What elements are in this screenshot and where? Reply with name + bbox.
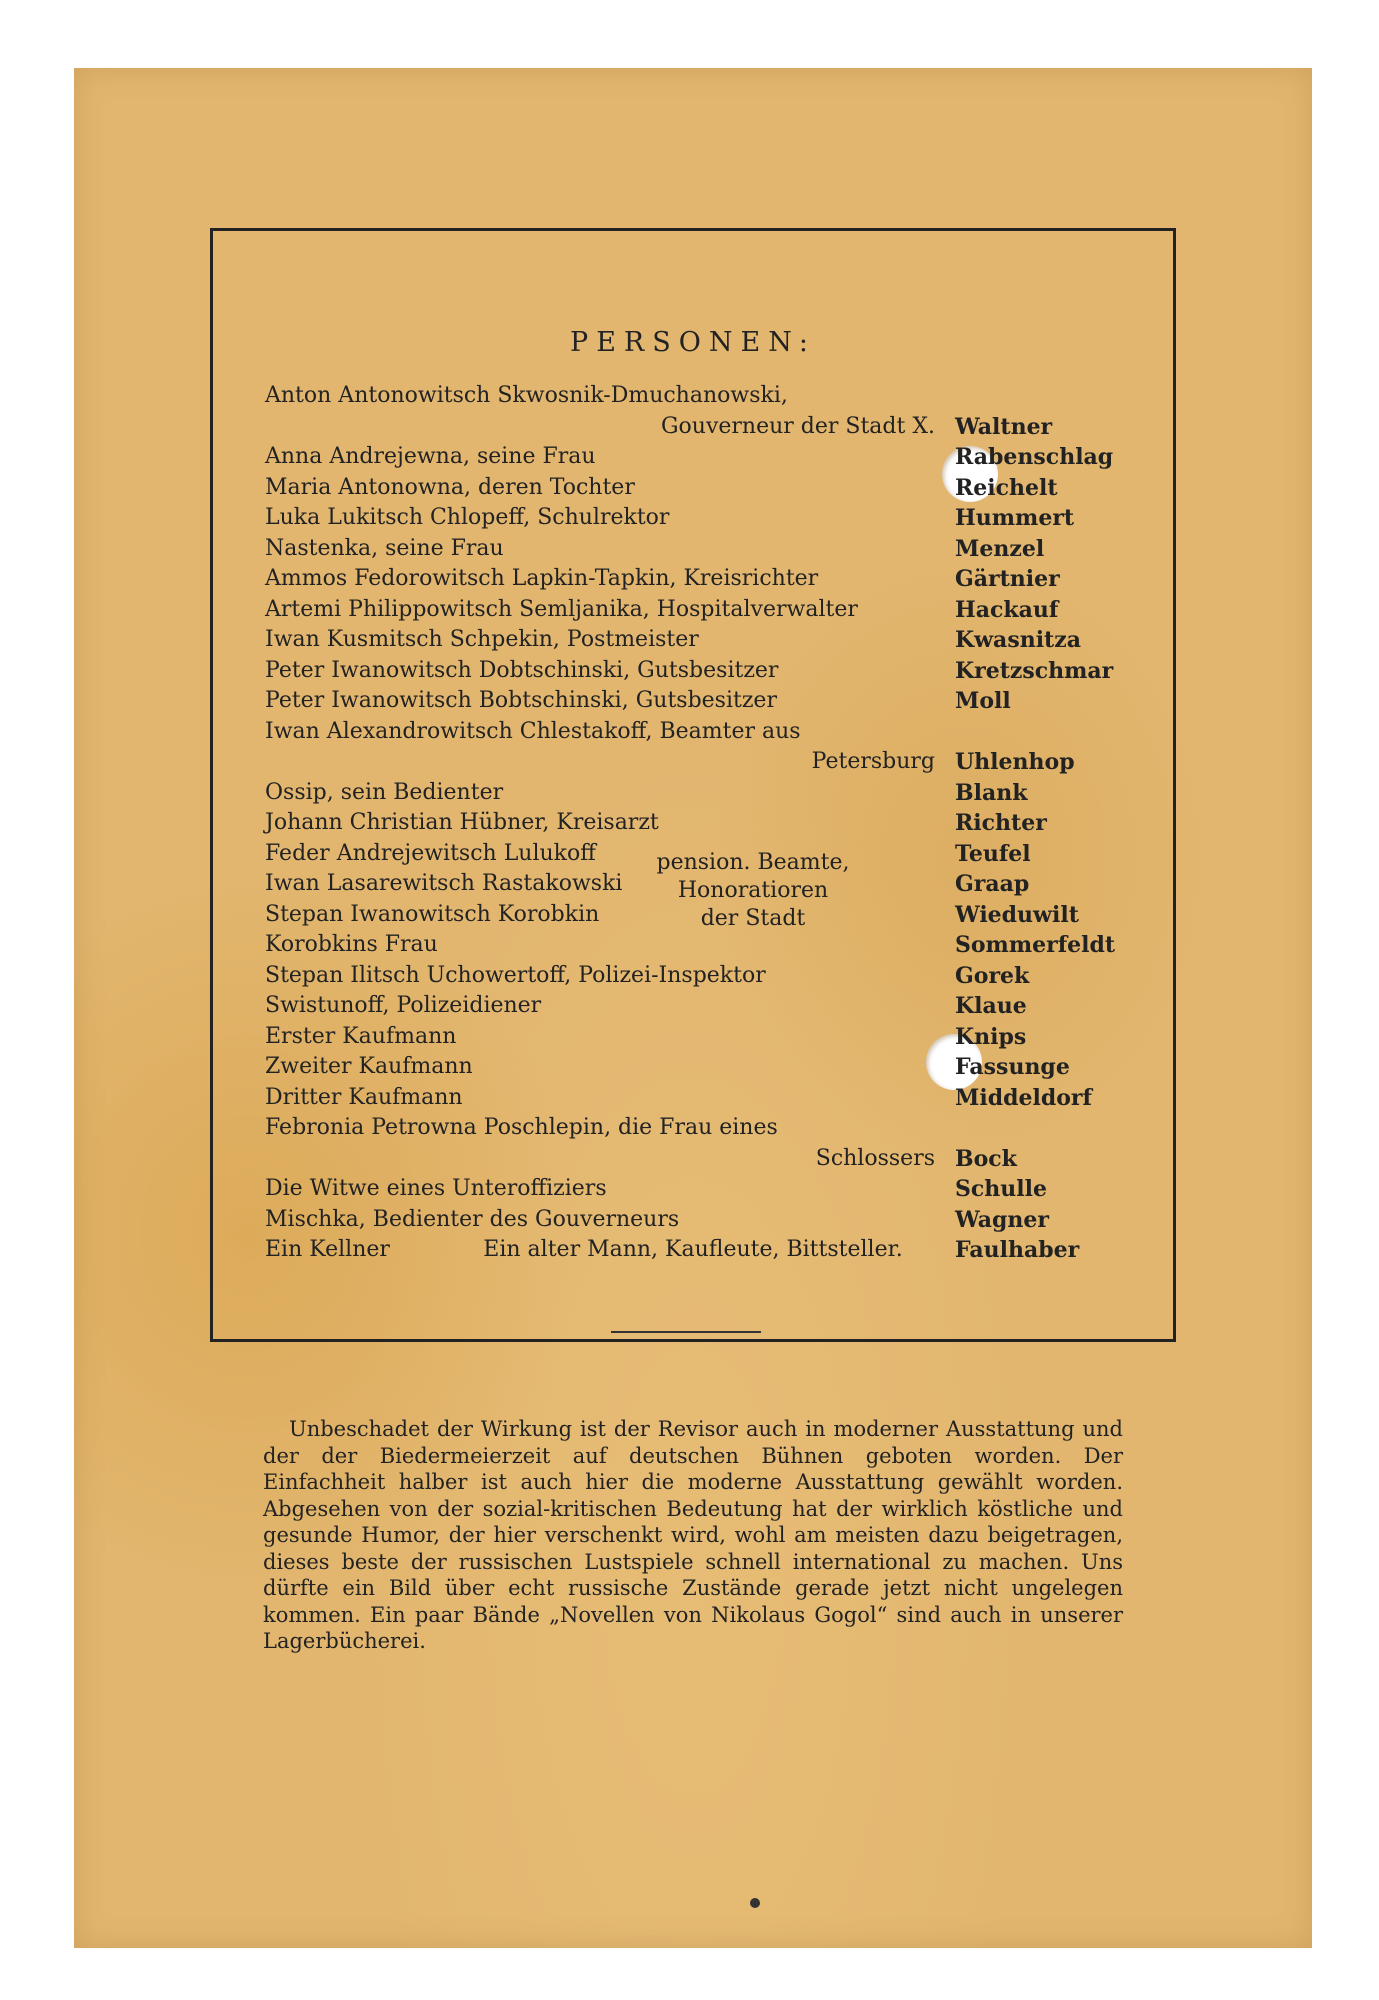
cast-row	[265, 686, 1115, 717]
actor-name: Waltner	[955, 413, 1053, 440]
actor-name: Hummert	[955, 505, 1075, 531]
cast-row	[265, 1022, 1115, 1053]
actor-name: Bock	[955, 1145, 1017, 1172]
extras-line: Ein alter Mann, Kaufleute, Bittsteller.	[483, 1237, 903, 1262]
cast-row	[265, 503, 1115, 534]
cast-row	[265, 930, 1115, 961]
cast-row	[265, 1052, 1115, 1083]
role-name: Zweiter Kaufmann	[265, 1054, 473, 1079]
cast-row	[265, 381, 1115, 442]
role-name-continued: Schlossers	[815, 1145, 935, 1171]
role-name: Anna Andrejewna, seine Frau	[265, 444, 596, 469]
cast-row	[265, 778, 1115, 809]
cast-row	[265, 1113, 1115, 1174]
actor-name: Hackauf	[955, 596, 1059, 623]
cast-list	[265, 381, 1115, 1266]
cast-row	[265, 656, 1115, 687]
ink-dot	[750, 1898, 760, 1908]
cast-row	[265, 1174, 1115, 1205]
role-name: Maria Antonowna, deren Tochter	[265, 474, 635, 500]
group-note-line: der Stadt	[700, 906, 806, 931]
actor-name: Moll	[955, 688, 1011, 714]
cast-row	[265, 564, 1115, 595]
actor-name: Schulle	[955, 1176, 1047, 1202]
page-title: PERSONEN:	[570, 327, 816, 358]
role-name-continued: Gouverneur der Stadt X.	[660, 413, 935, 439]
role-name: Febronia Petrowna Poschlepin, die Frau eines	[265, 1115, 778, 1140]
actor-name: Menzel	[955, 535, 1045, 562]
actor-name: Gärtnier	[955, 566, 1060, 592]
bordered-frame	[210, 228, 1176, 1653]
actor-name: Knips	[955, 1023, 1027, 1050]
role-name: Luka Lukitsch Chlopeff, Schulrektor	[265, 505, 670, 530]
cast-row	[265, 991, 1115, 1022]
role-name: Nastenka, seine Frau	[265, 535, 504, 561]
actor-name: Middeldorf	[955, 1084, 1092, 1111]
cast-row	[265, 808, 1115, 839]
actor-name: Klaue	[955, 993, 1027, 1019]
cast-row	[265, 717, 1115, 778]
actor-name: Blank	[955, 779, 1028, 806]
actor-name: Richter	[955, 810, 1047, 836]
role-name: Iwan Lasarewitsch Rastakowski	[265, 871, 623, 896]
actor-name: Uhlenhop	[955, 749, 1075, 775]
role-name-continued: Petersburg	[811, 749, 935, 774]
role-name: Peter Iwanowitsch Dobtschinski, Gutsbesitzer	[265, 657, 779, 683]
cast-row	[265, 442, 1115, 473]
actor-name: Teufel	[955, 840, 1031, 867]
cast-row	[265, 625, 1115, 656]
role-name: Peter Iwanowitsch Bobtschinski, Gutsbesitzer	[265, 688, 777, 713]
cast-row	[265, 961, 1115, 992]
cast-row	[265, 1083, 1115, 1114]
role-name: Iwan Alexandrowitsch Chlestakoff, Beamter aus	[265, 718, 801, 744]
actor-name: Fassunge	[955, 1054, 1070, 1080]
group-note-line: pension. Beamte,	[656, 850, 850, 875]
role-name: Mischka, Bedienter des Gouverneurs	[265, 1206, 680, 1232]
role-name: Die Witwe eines Unteroffiziers	[265, 1176, 607, 1201]
actor-name: Kwasnitza	[955, 627, 1081, 653]
actor-name: Sommerfeldt	[955, 932, 1116, 958]
divider	[611, 1331, 761, 1333]
group-note	[643, 849, 863, 933]
role-name: Dritter Kaufmann	[265, 1084, 463, 1110]
role-name: Feder Andrejewitsch Lulukoff	[265, 840, 596, 866]
actor-name: Faulhaber	[955, 1237, 1080, 1263]
cast-row	[265, 473, 1115, 504]
cast-row	[265, 595, 1115, 626]
actor-name: Gorek	[955, 962, 1030, 989]
actor-name: Wagner	[955, 1206, 1050, 1233]
role-name: Iwan Kusmitsch Schpekin, Postmeister	[265, 627, 699, 652]
role-name: Stepan Ilitsch Uchowertoff, Polizei-Inspektor	[265, 962, 766, 988]
role-name: Anton Antonowitsch Skwosnik-Dmuchanowski,	[265, 383, 788, 408]
actor-name: Kretzschmar	[955, 657, 1114, 684]
role-name: Johann Christian Hübner, Kreisarzt	[265, 810, 659, 835]
actor-name: Graap	[955, 871, 1030, 897]
actor-name: Wieduwilt	[955, 901, 1079, 928]
cast-row	[265, 1205, 1115, 1236]
actor-name: Reichelt	[955, 474, 1058, 501]
role-name: Stepan Iwanowitsch Korobkin	[265, 901, 600, 927]
role-name: Swistunoff, Polizeidiener	[265, 993, 542, 1018]
role-name: Artemi Philippowitsch Semljanika, Hospitalverwalter	[265, 596, 858, 622]
actor-name: Rabenschlag	[955, 444, 1114, 470]
group-note-line: Honoratioren	[677, 878, 829, 903]
role-name: Ammos Fedorowitsch Lapkin-Tapkin, Kreisrichter	[265, 566, 819, 591]
role-name: Korobkins Frau	[265, 932, 438, 957]
production-note: Unbeschadet der Wirkung ist der Revisor auch in moderner Ausstattung und der der Biedermeierzeit auf deutschen Bühnen geboten worden. Der Einfachheit halber ist auch hier die moderne Ausstattung gewählt worden. Abgesehen von der sozial-kritischen Bedeutung hat der wirklich köstliche und gesunde Humor, der hier verschenkt wird, wohl am meisten dazu beigetragen, dieses beste der russischen Lustspiele schnell international zu machen. Uns dürfte ein Bild über echt russische Zustände gerade jetzt nicht ungelegen kommen. Ein paar Bände „Novellen von Nikolaus Gogol“ sind auch in unserer Lagerbücherei.	[263, 1417, 1123, 1653]
cast-row	[265, 534, 1115, 565]
role-name: Ossip, sein Bedienter	[265, 779, 504, 805]
role-name: Erster Kaufmann	[265, 1023, 457, 1049]
role-name: Ein Kellner	[265, 1237, 390, 1262]
